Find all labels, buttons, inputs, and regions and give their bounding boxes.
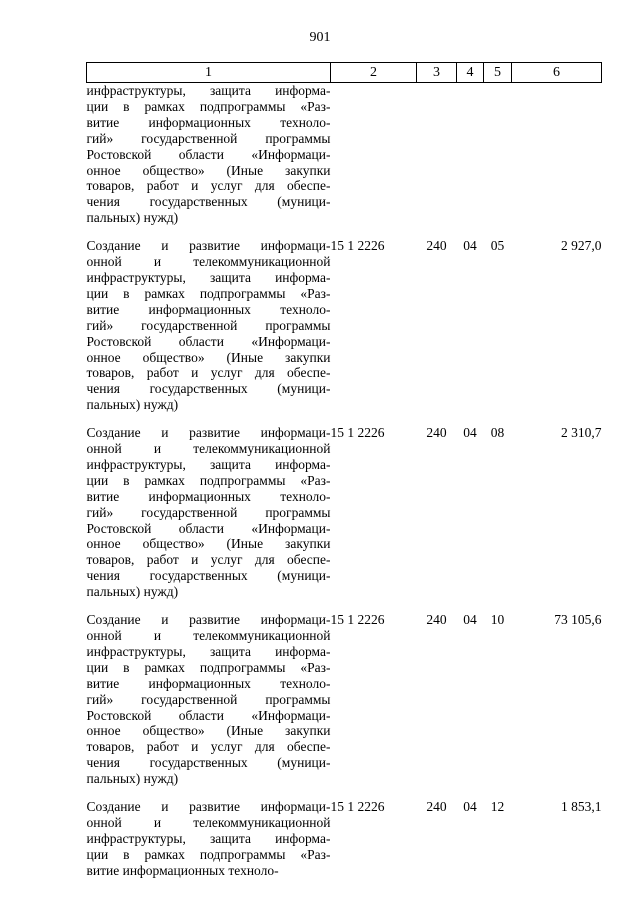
table-row <box>87 612 602 787</box>
header-col-2: 2 <box>331 63 417 83</box>
description-line: онное общество» (Иные закупки <box>86 536 331 552</box>
row-spacer <box>87 226 602 238</box>
header-col-6: 6 <box>512 63 602 83</box>
description-line: онной и телекоммуникационной <box>86 628 331 643</box>
amount: 1 853,1 <box>561 799 602 815</box>
description-line: инфраструктуры, защита информа- <box>86 269 331 285</box>
row-description <box>87 799 331 879</box>
description-line: гий» государственной программы <box>86 691 331 707</box>
description-line: онной и телекоммуникационной <box>86 814 331 830</box>
description-line: онное общество» (Иные закупки <box>86 162 331 178</box>
description-line: Создание и развитие информаци- <box>86 238 331 254</box>
header-col-3: 3 <box>417 63 457 83</box>
subsection <box>484 83 512 227</box>
description-line: чения государственных (муници- <box>86 381 331 397</box>
expense-type: 240 <box>426 612 447 628</box>
header-col-5: 5 <box>484 63 512 83</box>
row-description <box>87 425 331 600</box>
header-row <box>87 63 602 83</box>
subsection: 10 <box>490 612 505 628</box>
expense-type: 240 <box>426 425 447 441</box>
section: 04 <box>463 425 477 441</box>
description-line: инфраструктуры, защита информа- <box>86 643 331 659</box>
description-line: товаров, работ и услуг для обеспе- <box>86 365 331 381</box>
amount: 2 310,7 <box>561 425 602 441</box>
description-line: онное общество» (Иные закупки <box>86 723 331 739</box>
row-description <box>87 238 331 413</box>
description-line: Ростовской области «Информаци- <box>86 707 331 723</box>
description-line: витие информационных техноло- <box>86 114 331 130</box>
header-col-4: 4 <box>457 63 484 83</box>
row-description <box>87 83 331 227</box>
description-line: пальных) нужд) <box>86 397 179 413</box>
description-line: инфраструктуры, защита информа- <box>86 83 331 98</box>
description-line: ции в рамках подпрограммы «Раз- <box>86 285 331 301</box>
description-line: онной и телекоммуникационной <box>86 441 331 457</box>
row-description <box>87 612 331 787</box>
table-body <box>87 83 602 879</box>
section: 04 <box>463 238 477 254</box>
description-line: ции в рамках подпрограммы «Раз- <box>86 659 331 675</box>
description-line: витие информационных техноло- <box>86 862 279 878</box>
description-line: Ростовской области «Информаци- <box>86 146 331 162</box>
description-line: товаров, работ и услуг для обеспе- <box>86 739 331 755</box>
amount: 2 927,0 <box>561 238 602 254</box>
description-line: товаров, работ и услуг для обеспе- <box>86 552 331 568</box>
description-line: гий» государственной программы <box>86 317 331 333</box>
table-row <box>87 425 602 600</box>
expense-type: 240 <box>426 799 447 815</box>
table-row <box>87 83 602 227</box>
subsection: 08 <box>490 425 505 441</box>
row-spacer-cell <box>87 787 602 799</box>
description-line: Создание и развитие информаци- <box>86 799 331 815</box>
header-col-1: 1 <box>87 63 331 83</box>
description-line: пальных) нужд) <box>86 584 179 600</box>
description-line: чения государственных (муници- <box>86 568 331 584</box>
table-row <box>87 238 602 413</box>
row-spacer-cell <box>87 413 602 425</box>
description-line: онной и телекоммуникационной <box>86 254 331 270</box>
description-line: ции в рамках подпрограммы «Раз- <box>86 472 331 488</box>
description-line: витие информационных техноло- <box>86 301 331 317</box>
row-spacer-cell <box>87 600 602 612</box>
target-article-code: 15 1 2226 <box>330 425 385 441</box>
description-line: гий» государственной программы <box>86 504 331 520</box>
description-line: товаров, работ и услуг для обеспе- <box>86 178 331 194</box>
amount: 73 105,6 <box>554 612 602 628</box>
description-line: чения государственных (муници- <box>86 755 331 771</box>
description-line: витие информационных техноло- <box>86 488 331 504</box>
description-line: онное общество» (Иные закупки <box>86 349 331 365</box>
target-article-code <box>331 83 417 227</box>
page-number: 901 <box>309 30 331 45</box>
row-spacer <box>87 413 602 425</box>
section: 04 <box>463 799 477 815</box>
description-line: пальных) нужд) <box>86 210 179 226</box>
budget-table <box>86 62 602 879</box>
description-line: чения государственных (муници- <box>86 194 331 210</box>
description-line: пальных) нужд) <box>86 771 179 787</box>
row-spacer-cell <box>87 226 602 238</box>
row-spacer <box>87 787 602 799</box>
description-line: инфраструктуры, защита информа- <box>86 456 331 472</box>
description-line: Создание и развитие информаци- <box>86 612 331 628</box>
description-line: инфраструктуры, защита информа- <box>86 830 331 846</box>
description-line: Ростовской области «Информаци- <box>86 333 331 349</box>
subsection: 05 <box>490 238 505 254</box>
subsection: 12 <box>490 799 505 815</box>
expense-type: 240 <box>426 238 447 254</box>
target-article-code: 15 1 2226 <box>330 238 385 254</box>
description-line: гий» государственной программы <box>86 130 331 146</box>
description-line: Ростовской области «Информаци- <box>86 520 331 536</box>
table-row <box>87 799 602 879</box>
row-spacer <box>87 600 602 612</box>
description-line: витие информационных техноло- <box>86 675 331 691</box>
amount <box>512 83 602 227</box>
description-line: ции в рамках подпрограммы «Раз- <box>86 846 331 862</box>
expense-type <box>417 83 457 227</box>
target-article-code: 15 1 2226 <box>330 799 385 815</box>
section: 04 <box>463 612 477 628</box>
section <box>457 83 484 227</box>
description-line: ции в рамках подпрограммы «Раз- <box>86 98 331 114</box>
target-article-code: 15 1 2226 <box>330 612 385 628</box>
description-line: Создание и развитие информаци- <box>86 425 331 441</box>
